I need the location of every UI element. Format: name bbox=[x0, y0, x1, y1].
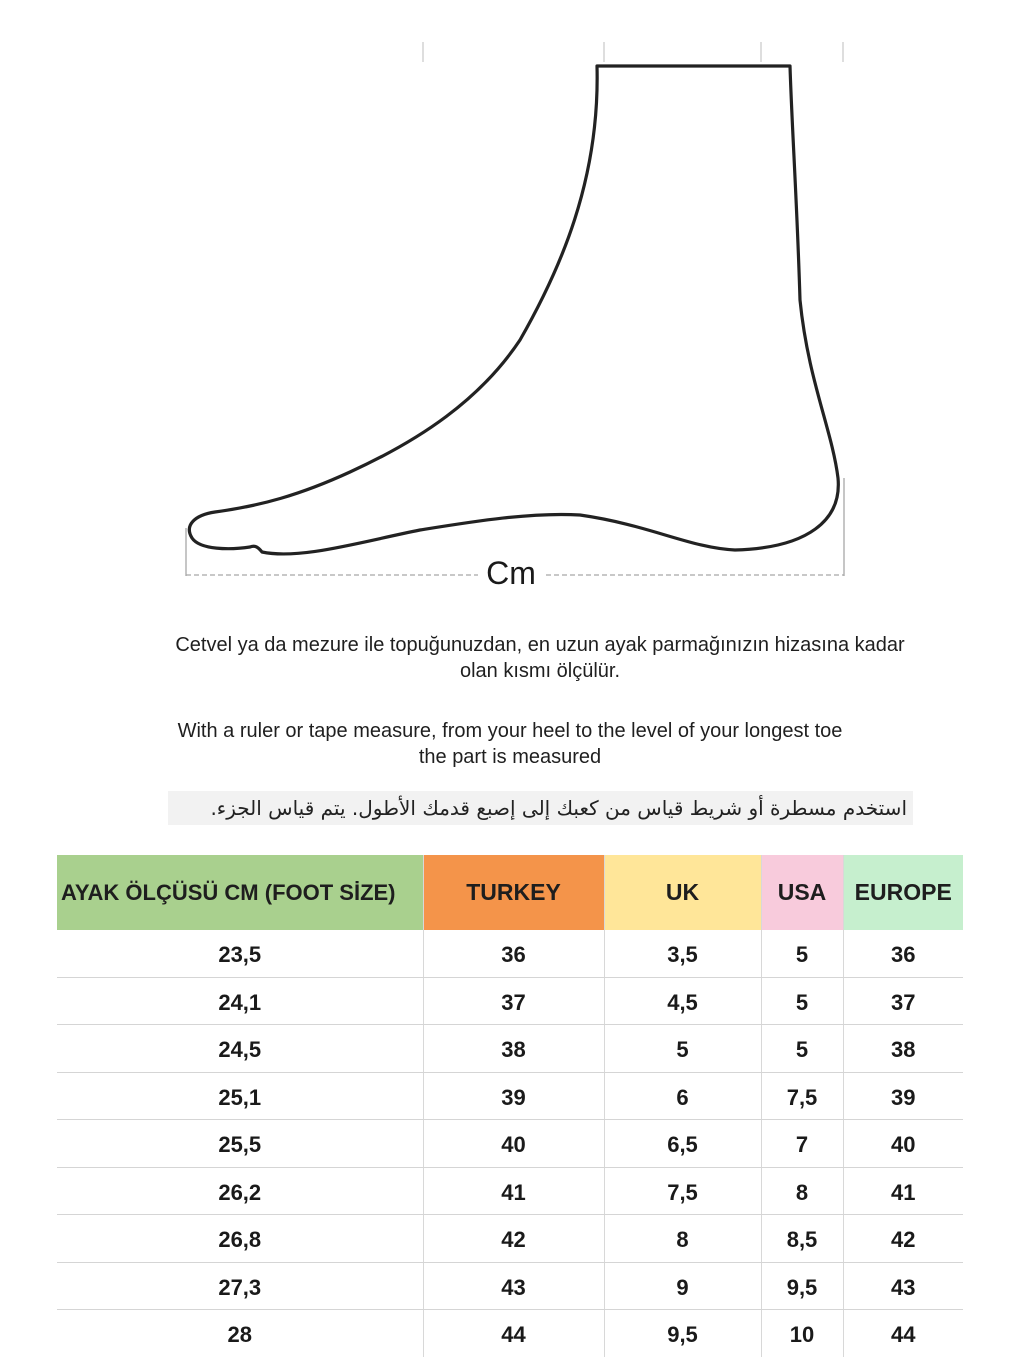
header-foot-size: AYAK ÖLÇÜSÜ CM (FOOT SİZE) bbox=[57, 855, 423, 930]
cell-foot-size: 28 bbox=[227, 1322, 252, 1348]
header-europe: EUROPE bbox=[843, 855, 963, 930]
cell-europe: 42 bbox=[843, 1215, 963, 1263]
cell-uk: 4,5 bbox=[604, 977, 761, 1025]
foot-outline-diagram bbox=[0, 0, 1020, 610]
cell-turkey: 42 bbox=[423, 1215, 604, 1263]
table-row bbox=[57, 1167, 963, 1215]
instruction-arabic: استخدم مسطرة أو شريط قياس من كعبك إلى إصبع قدمك الأطول. يتم قياس الجزء. bbox=[168, 791, 913, 825]
cell-foot-size: 27,3 bbox=[57, 1262, 423, 1310]
cell-foot-size: 24,5 bbox=[57, 1025, 423, 1073]
size-conversion-table bbox=[57, 855, 963, 1357]
table-row bbox=[57, 977, 963, 1025]
cell-uk: 8 bbox=[604, 1215, 761, 1263]
cell-europe: 44 bbox=[843, 1310, 963, 1357]
cell-usa: 7 bbox=[761, 1120, 843, 1168]
cell-usa: 5 bbox=[761, 1025, 843, 1073]
cell-uk: 6 bbox=[604, 1072, 761, 1120]
cell-uk: 5 bbox=[604, 1025, 761, 1073]
cell-foot-size: 23,5 bbox=[57, 930, 423, 977]
measure-unit-label: Cm bbox=[480, 553, 542, 593]
cell-foot-size: 25,1 bbox=[57, 1072, 423, 1120]
cell-europe: 40 bbox=[843, 1120, 963, 1168]
cell-europe: 43 bbox=[843, 1262, 963, 1310]
header-uk: UK bbox=[604, 855, 761, 930]
instruction-english-line1: With a ruler or tape measure, from your heel to the level of your longest toe bbox=[177, 720, 843, 742]
cell-turkey: 36 bbox=[423, 930, 604, 977]
instruction-english-line2: the part is measured bbox=[418, 746, 602, 768]
cell-turkey: 37 bbox=[423, 977, 604, 1025]
table-row bbox=[57, 1025, 963, 1073]
cell-usa: 9,5 bbox=[761, 1262, 843, 1310]
cell-usa: 5 bbox=[761, 930, 843, 977]
column-guide-ticks bbox=[423, 42, 843, 62]
cell-usa: 8 bbox=[761, 1167, 843, 1215]
cell-turkey: 41 bbox=[423, 1167, 604, 1215]
cell-usa: 10 bbox=[761, 1310, 843, 1357]
table-row bbox=[57, 930, 963, 977]
instruction-english bbox=[0, 718, 1020, 770]
cell-europe: 38 bbox=[843, 1025, 963, 1073]
cell-foot-size: 24,1 bbox=[57, 977, 423, 1025]
table-row bbox=[57, 1215, 963, 1263]
instruction-turkish-line1: Cetvel ya da mezure ile topuğunuzdan, en uzun ayak parmağınızın hizasına kadar bbox=[175, 634, 905, 656]
cell-usa: 7,5 bbox=[761, 1072, 843, 1120]
cell-europe: 41 bbox=[843, 1167, 963, 1215]
cell-europe: 39 bbox=[843, 1072, 963, 1120]
header-turkey: TURKEY bbox=[423, 855, 604, 930]
cell-uk: 9 bbox=[604, 1262, 761, 1310]
table-row bbox=[57, 1262, 963, 1310]
cell-foot-size: 25,5 bbox=[57, 1120, 423, 1168]
instruction-turkish-line2: olan kısmı ölçülür. bbox=[459, 660, 621, 682]
cell-foot-size: 26,8 bbox=[57, 1215, 423, 1263]
header-usa: USA bbox=[761, 855, 843, 930]
table-row bbox=[57, 1120, 963, 1168]
cell-uk: 3,5 bbox=[604, 930, 761, 977]
cell-uk: 9,5 bbox=[604, 1310, 761, 1357]
foot-outline bbox=[189, 66, 838, 554]
instruction-turkish bbox=[30, 632, 1020, 684]
table-row bbox=[57, 1310, 963, 1357]
table-row bbox=[57, 1072, 963, 1120]
cell-europe: 37 bbox=[843, 977, 963, 1025]
cell-turkey: 40 bbox=[423, 1120, 604, 1168]
table-header-row bbox=[57, 855, 963, 930]
cell-turkey: 38 bbox=[423, 1025, 604, 1073]
cell-usa: 8,5 bbox=[761, 1215, 843, 1263]
cell-uk: 7,5 bbox=[604, 1167, 761, 1215]
cell-foot-size: 26,2 bbox=[57, 1167, 423, 1215]
cell-europe: 36 bbox=[843, 930, 963, 977]
cell-usa: 5 bbox=[761, 977, 843, 1025]
cell-turkey: 43 bbox=[423, 1262, 604, 1310]
cell-uk: 6,5 bbox=[604, 1120, 761, 1168]
cell-turkey: 39 bbox=[423, 1072, 604, 1120]
cell-turkey: 44 bbox=[423, 1310, 604, 1357]
